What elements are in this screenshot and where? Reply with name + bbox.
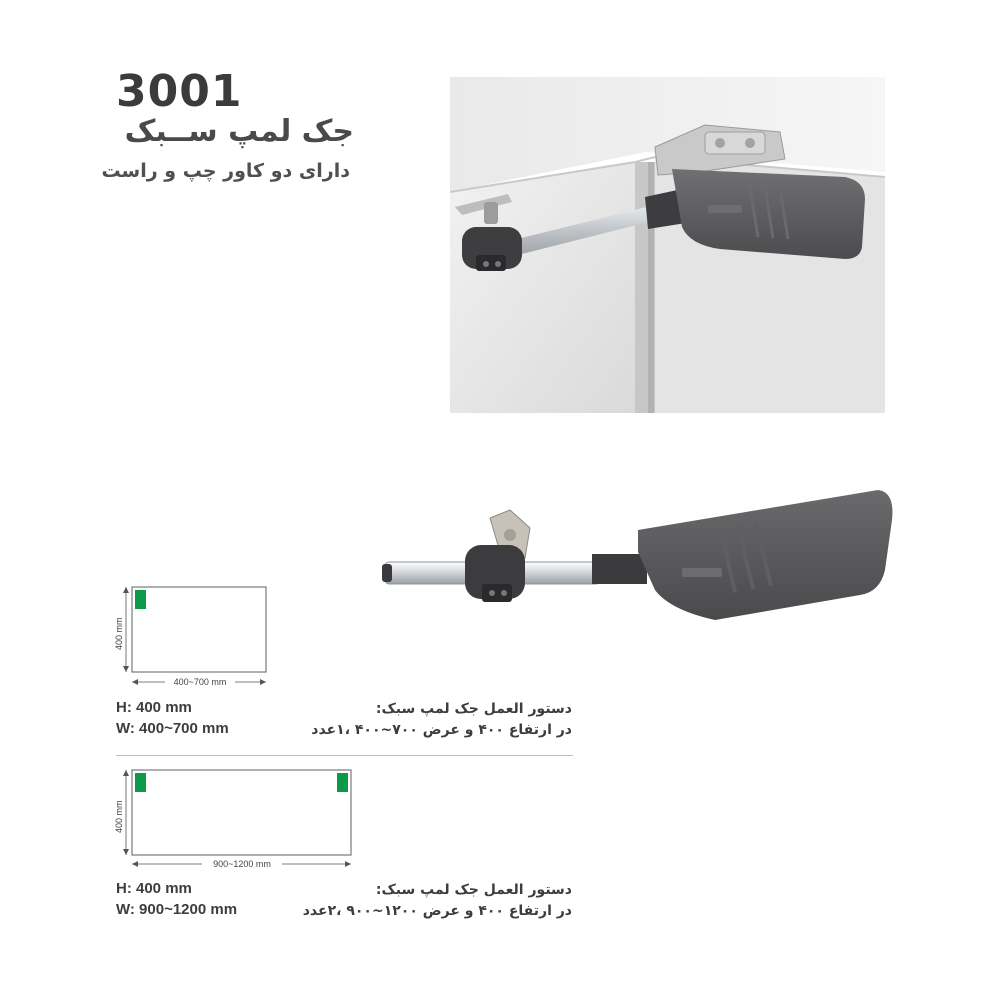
- spec-block-1: [116, 697, 229, 739]
- cabinet-diagram-1: [110, 580, 280, 690]
- spec-width-2: W: 900~1200 mm: [116, 901, 238, 918]
- installed-product-photo: [450, 77, 885, 413]
- spec-block-2: [116, 878, 237, 920]
- instruction-title-2: دستور العمل جک لمپ سبک:: [375, 882, 572, 898]
- product-subtitle: دارای دو کاور چپ و راست: [101, 160, 350, 182]
- spec-height-1: H: 400 mm: [116, 699, 192, 716]
- height-dim-label-2: 400 mm: [114, 800, 124, 833]
- width-dim-label-1: 400~700 mm: [173, 677, 227, 687]
- instruction-title-1: دستور العمل جک لمپ سبک:: [375, 701, 572, 717]
- spec-height-2: H: 400 mm: [116, 880, 192, 897]
- model-number: 3001: [116, 66, 243, 117]
- width-dim-label-2: 900~1200 mm: [213, 859, 271, 869]
- instruction-block-2: [303, 880, 572, 922]
- height-dim-label-1: 400 mm: [114, 617, 124, 650]
- lift-marker-left: [135, 773, 146, 792]
- product-title: جک لمپ ســبک: [124, 114, 354, 149]
- instruction-block-1: [311, 699, 572, 741]
- spec-width-1: W: 400~700 mm: [116, 720, 229, 737]
- instruction-text-1: در ارتفاع ۴۰۰ و عرض ۷۰۰~۴۰۰ ،۱عدد: [311, 722, 572, 738]
- instruction-text-2: در ارتفاع ۴۰۰ و عرض ۱۲۰۰~۹۰۰ ،۲عدد: [302, 903, 572, 919]
- lift-marker-left: [135, 590, 146, 609]
- cabinet-diagram-2: [110, 763, 360, 873]
- lift-marker-right: [337, 773, 348, 792]
- section-divider: [116, 755, 573, 756]
- product-photo: [370, 480, 895, 680]
